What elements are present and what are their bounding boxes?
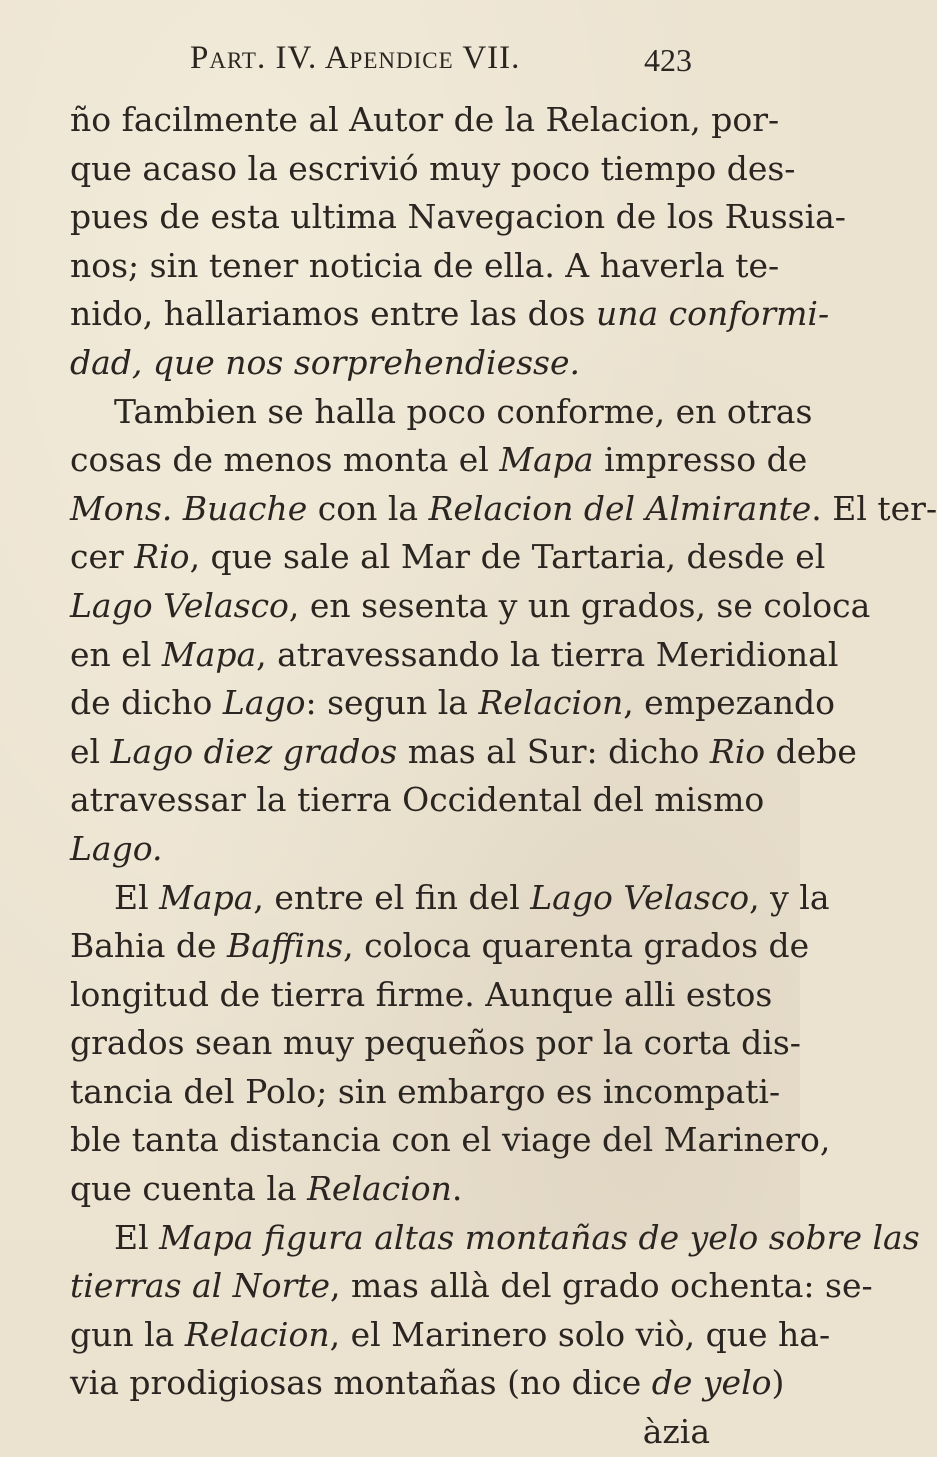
page-header	[70, 38, 760, 96]
text-line: Mons. Buache con la Relacion del Almirante. El ter-	[70, 488, 937, 528]
text-line: nido, hallariamos entre las dos una conformi-	[70, 294, 830, 334]
text-line: que acaso la escrivió muy poco tiempo des-	[70, 148, 796, 188]
text-line: longitud de tierra firme. Aunque alli estos	[70, 974, 773, 1014]
text-line: via prodigiosas montañas (no dice de yelo)	[70, 1363, 785, 1403]
text-line: nos; sin tener noticia de ella. A haverla te-	[70, 245, 780, 285]
catchword: àzia	[642, 1412, 710, 1452]
text-line: atravessar la tierra Occidental del mismo	[70, 780, 765, 820]
text-line: de dicho Lago: segun la Relacion, empezando	[70, 683, 835, 723]
text-line: ble tanta distancia con el viage del Marinero,	[70, 1120, 831, 1160]
text-line: ño facilmente al Autor de la Relacion, por-	[70, 100, 780, 139]
page-text	[70, 38, 937, 1457]
running-title: Part. IV. Apendice VII.	[190, 40, 521, 76]
text-line: cosas de menos monta el Mapa impresso de	[70, 440, 808, 480]
text-line: que cuenta la Relacion.	[70, 1169, 463, 1209]
text-line: en el Mapa, atravessando la tierra Meridional	[70, 634, 839, 674]
paragraph-start: El Mapa, entre el fin del Lago Velasco, y la	[114, 877, 830, 917]
text-line: tancia del Polo; sin embargo es incompati-	[70, 1071, 781, 1111]
page-number: 423	[644, 42, 692, 78]
text-line: gun la Relacion, el Marinero solo viò, que ha-	[70, 1314, 831, 1354]
text-line: Lago.	[70, 828, 163, 868]
text-line: Bahia de Baffins, coloca quarenta grados de	[70, 926, 810, 966]
text-line: dad, que nos sorprehendiesse.	[70, 342, 580, 382]
text-line: el Lago diez grados mas al Sur: dicho Rio debe	[70, 731, 857, 771]
text-line: cer Rio, que sale al Mar de Tartaria, desde el	[70, 537, 826, 577]
paragraph-start: El Mapa figura altas montañas de yelo sobre las	[114, 1217, 920, 1257]
paragraph-start: Tambien se halla poco conforme, en otras	[114, 391, 813, 431]
text-line: grados sean muy pequeños por la corta dis-	[70, 1023, 801, 1063]
text-line: Lago Velasco, en sesenta y un grados, se coloca	[70, 585, 871, 625]
text-line: pues de esta ultima Navegacion de los Russia-	[70, 197, 846, 237]
text-line: tierras al Norte, mas allà del grado ochenta: se-	[70, 1266, 873, 1306]
